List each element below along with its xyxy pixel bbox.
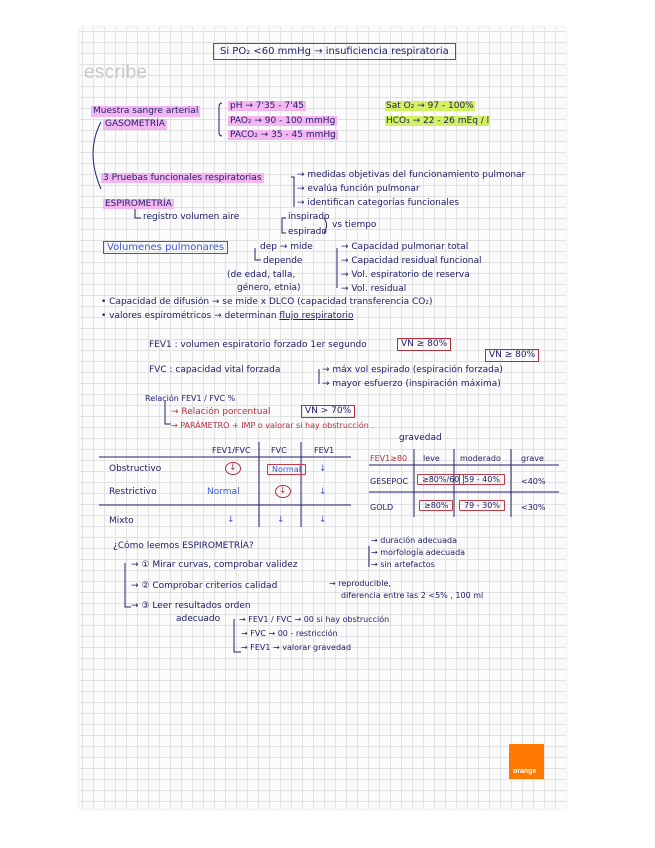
fvc-definition: FVC : capacidad vital forzada (149, 365, 281, 375)
pattern-cell-down: ↓ (227, 515, 235, 525)
espirometria-espirado: espirado (288, 227, 327, 237)
fvc-detail-1: → máx vol espirado (espiración forzada) (322, 365, 503, 375)
header-note: Si PO₂ <60 mmHg → insuficiencia respiratoria (213, 43, 456, 60)
severity-cell: 79 - 30% (459, 500, 505, 511)
como-step-1: → ① Mirar curvas, comprobar validez (131, 560, 298, 570)
relacion-vn-box: VN > 70% (301, 405, 355, 418)
notebook-page (79, 27, 566, 809)
fev1-definition: FEV1 : volumen espiratorio forzado 1er segundo (149, 340, 367, 350)
severity-title: gravedad (399, 433, 442, 443)
pattern-cell-normal: Normal (207, 487, 240, 497)
como-leemos-title: ¿Cómo leemos ESPIROMETRÍA? (113, 541, 254, 551)
severity-cell: 59 - 40% (459, 474, 505, 485)
como-step-2: → ② Comprobar criterios calidad (131, 581, 278, 591)
pattern-cell-down: ↓ (225, 462, 241, 475)
severity-cell: ≥80%/60 (417, 474, 464, 485)
pattern-cell-normal: Normal (267, 464, 306, 475)
gaso-hco3: HCO₃ → 22 - 26 mEq / l (386, 116, 490, 126)
severity-cell: ≥80% (419, 500, 453, 511)
volumenes-title: Volumenes pulmonares (103, 241, 228, 254)
relacion-parametro: → PARÁMETRO + IMP o valorar si hay obstrucción . (171, 421, 374, 430)
pattern-cell-down: ↓ (277, 515, 285, 525)
volumenes-depende: depende (263, 256, 303, 266)
bullet-capacidad-difusion: • Capacidad de difusión → se mide x DLCO (capacidad transferencia CO₂) (101, 297, 433, 307)
relacion-title: Relación FEV1 / FVC % (145, 394, 236, 403)
severity-header: grave (521, 454, 544, 463)
volumenes-factors-1: (de edad, talla, (227, 270, 296, 280)
fvc-vn-box: VN ≥ 80% (485, 349, 539, 362)
pattern-row-label: Obstructivo (109, 464, 162, 474)
gasometria-title-2: GASOMETRÍA (105, 119, 165, 129)
como-step-2-b: diferencia entre las 2 <5% , 100 ml (341, 591, 484, 600)
como-note-3: → sin artefactos (371, 560, 435, 569)
volumenes-item-4: → Vol. residual (341, 284, 407, 294)
como-note-1: → duración adecuada (371, 536, 457, 545)
espirometria-vs-tiempo: vs tiempo (332, 220, 377, 230)
gaso-pao2: PAO₂ → 90 - 100 mmHg (230, 116, 336, 126)
pattern-cell-down: ↓ (275, 485, 291, 498)
volumenes-item-2: → Capacidad residual funcional (341, 256, 482, 266)
pattern-header-fvc: FVC (271, 446, 287, 455)
como-note-2: → morfología adecuada (371, 548, 466, 557)
pattern-cell-down: ↓ (319, 515, 327, 525)
pattern-row-label: Mixto (109, 516, 134, 526)
brand-watermark: escribe (84, 62, 148, 83)
pattern-row-label: Restrictivo (109, 487, 157, 497)
pattern-header-fev1fvc: FEV1/FVC (212, 446, 251, 455)
como-step-3: → ③ Leer resultados orden (131, 601, 251, 611)
severity-header: moderado (460, 454, 501, 463)
gaso-sato2: Sat O₂ → 97 - 100% (386, 101, 474, 111)
severity-row-label: GOLD (370, 503, 394, 512)
volumenes-factors-2: género, etnia) (237, 283, 301, 293)
espirometria-inspirado: inspirado (288, 212, 330, 222)
como-adecuado: adecuado (176, 614, 221, 624)
orange-logo: orange (509, 744, 544, 779)
bullet-valores-espirometricos: • valores espirométricos → determinan flujo respiratorio (101, 311, 354, 321)
severity-header: FEV1≥80 (370, 454, 408, 463)
pattern-cell-down: ↓ (319, 487, 327, 497)
connector-lines (79, 27, 566, 809)
severity-row-label: GESEPOC (370, 477, 409, 486)
gaso-paco2: PACO₂ → 35 - 45 mmHg (230, 130, 336, 140)
pattern-cell-down: ↓ (319, 464, 327, 474)
como-result-1: → FEV1 / FVC → 00 si hay obstrucción (239, 615, 390, 624)
severity-cell: <30% (521, 503, 546, 512)
severity-cell: <40% (521, 477, 546, 486)
pruebas-item-3: → identifican categorías funcionales (297, 198, 460, 208)
gaso-ph: pH → 7'35 - 7'45 (230, 101, 305, 111)
espirometria-registro: registro volumen aire (143, 212, 240, 222)
gasometria-title-1: Muestra sangre arterial (93, 106, 199, 116)
como-result-2: → FVC → 00 - restricción (241, 629, 338, 638)
como-result-3: → FEV1 → valorar gravedad (241, 643, 352, 652)
relacion-porcentual: → Relación porcentual (171, 407, 271, 417)
volumenes-item-3: → Vol. espiratorio de reserva (341, 270, 470, 280)
fvc-detail-2: → mayor esfuerzo (inspiración máxima) (322, 379, 501, 389)
como-step-2-a: → reproducible, (329, 579, 391, 588)
volumenes-dep-mide: dep → mide (260, 242, 313, 252)
pattern-header-fev1: FEV1 (314, 446, 335, 455)
severity-header: leve (423, 454, 440, 463)
pruebas-item-1: → medidas objetivas del funcionamiento pulmonar (297, 170, 526, 180)
pruebas-item-2: → evalúa función pulmonar (297, 184, 420, 194)
fev1-vn-box: VN ≥ 80% (397, 338, 451, 351)
volumenes-item-1: → Capacidad pulmonar total (341, 242, 469, 252)
pruebas-title: 3 Pruebas funcionales respiratorias (103, 173, 262, 183)
espirometria-title: ESPIROMETRÍA (105, 199, 172, 209)
